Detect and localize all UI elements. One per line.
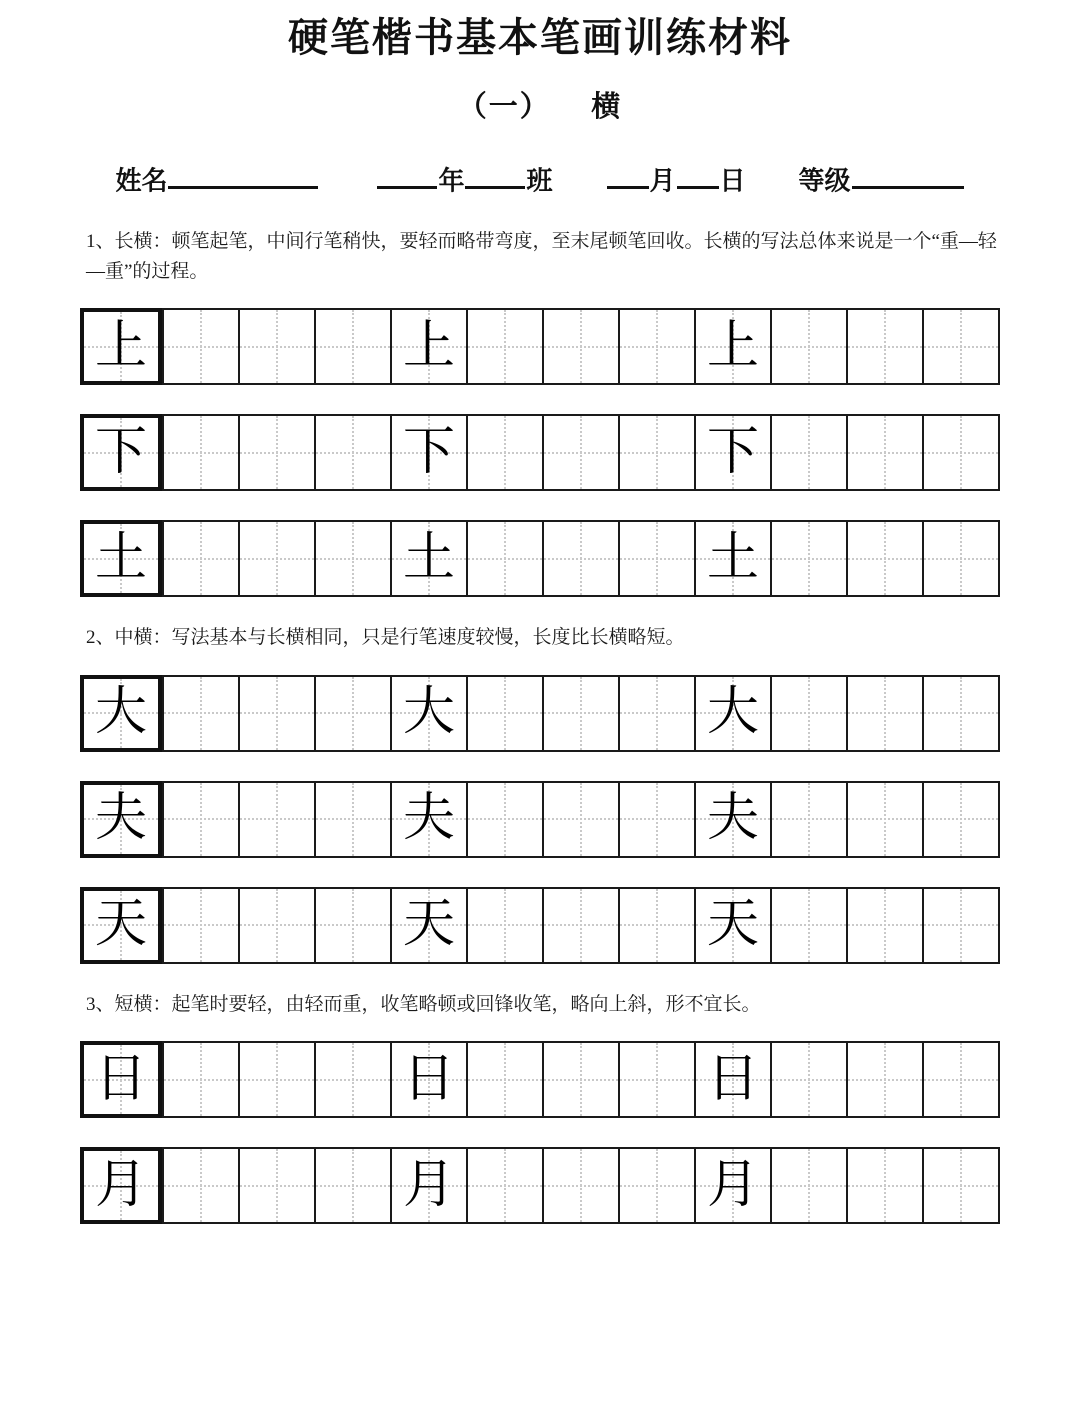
practice-cell[interactable] (922, 677, 998, 750)
grade-label: 等级 (798, 166, 851, 196)
practice-character: 天 (706, 896, 759, 954)
practice-character: 夫 (94, 790, 147, 848)
day-label: 日 (719, 166, 746, 196)
practice-cell[interactable] (390, 416, 466, 489)
practice-cell[interactable] (770, 416, 846, 489)
practice-character: 月 (94, 1156, 147, 1214)
practice-cell[interactable] (390, 783, 466, 856)
practice-cell[interactable] (542, 889, 618, 962)
practice-cell[interactable] (542, 1043, 618, 1116)
practice-cell[interactable] (922, 889, 998, 962)
practice-row (80, 520, 1000, 597)
practice-character: 下 (402, 423, 455, 481)
practice-cell[interactable] (466, 416, 542, 489)
practice-cell[interactable] (846, 522, 922, 595)
practice-cell[interactable] (162, 783, 238, 856)
practice-cell[interactable] (466, 1043, 542, 1116)
practice-cell[interactable] (618, 677, 694, 750)
practice-cell[interactable] (922, 783, 998, 856)
practice-row (80, 414, 1000, 491)
practice-cell[interactable] (846, 416, 922, 489)
practice-cell[interactable] (618, 783, 694, 856)
practice-character: 上 (402, 317, 455, 375)
practice-cell[interactable] (162, 1149, 238, 1222)
practice-cell[interactable] (390, 1149, 466, 1222)
practice-character: 日 (402, 1050, 455, 1108)
practice-cell[interactable] (694, 783, 770, 856)
section-2-instruction: 2、中横：写法基本与长横相同，只是行笔速度较慢，长度比长横略短。 (86, 627, 685, 649)
practice-cell[interactable] (618, 1043, 694, 1116)
practice-cell[interactable] (770, 677, 846, 750)
practice-cell[interactable] (238, 1043, 314, 1116)
year-class-field[interactable] (376, 159, 552, 197)
practice-cell[interactable] (314, 677, 390, 750)
section-3 (0, 964, 1080, 1224)
date-field[interactable] (606, 159, 746, 197)
practice-cell[interactable] (162, 889, 238, 962)
section-2 (0, 597, 1080, 963)
practice-cell[interactable] (618, 889, 694, 962)
practice-cell[interactable] (238, 416, 314, 489)
practice-cell[interactable] (314, 783, 390, 856)
practice-cell[interactable] (390, 310, 466, 383)
student-info-line (0, 125, 1080, 197)
practice-cell[interactable] (314, 1149, 390, 1222)
practice-cell[interactable] (770, 889, 846, 962)
practice-cell[interactable] (466, 310, 542, 383)
practice-cell[interactable] (162, 677, 238, 750)
practice-cell-lead[interactable] (80, 414, 162, 491)
practice-character: 大 (402, 684, 455, 742)
section-3-grid (0, 1019, 1080, 1224)
grade-field[interactable] (799, 159, 965, 197)
practice-cell[interactable] (466, 1149, 542, 1222)
practice-character: 夫 (706, 790, 759, 848)
practice-cell[interactable] (542, 783, 618, 856)
year-label: 年 (438, 166, 465, 196)
practice-cell[interactable] (238, 889, 314, 962)
practice-cell[interactable] (618, 522, 694, 595)
practice-cell[interactable] (314, 416, 390, 489)
practice-character: 上 (706, 317, 759, 375)
practice-cell[interactable] (390, 677, 466, 750)
practice-cell[interactable] (542, 416, 618, 489)
practice-row (80, 1041, 1000, 1118)
practice-cell[interactable] (694, 416, 770, 489)
practice-cell[interactable] (466, 677, 542, 750)
section-1 (0, 197, 1080, 597)
practice-character: 下 (706, 423, 759, 481)
class-label: 班 (526, 166, 553, 196)
practice-character: 下 (94, 423, 147, 481)
month-blank[interactable] (607, 159, 649, 189)
practice-cell[interactable] (314, 522, 390, 595)
practice-cell[interactable] (238, 310, 314, 383)
practice-cell[interactable] (238, 677, 314, 750)
practice-row (80, 887, 1000, 964)
subtitle-stroke-name: 横 (591, 91, 623, 123)
practice-cell-lead[interactable] (80, 308, 162, 385)
practice-character: 日 (94, 1050, 147, 1108)
practice-cell[interactable] (770, 1149, 846, 1222)
name-blank[interactable] (168, 159, 318, 189)
practice-cell[interactable] (162, 416, 238, 489)
practice-cell[interactable] (466, 889, 542, 962)
practice-cell-lead[interactable] (80, 1041, 162, 1118)
name-label: 姓名 (115, 166, 168, 196)
practice-row (80, 1147, 1000, 1224)
practice-cell[interactable] (846, 1043, 922, 1116)
practice-cell[interactable] (542, 522, 618, 595)
practice-cell[interactable] (694, 1043, 770, 1116)
practice-cell[interactable] (694, 522, 770, 595)
practice-cell[interactable] (694, 1149, 770, 1222)
practice-character: 土 (402, 529, 455, 587)
section-2-grid (0, 653, 1080, 964)
practice-cell[interactable] (846, 889, 922, 962)
practice-character: 上 (94, 317, 147, 375)
practice-cell[interactable] (390, 889, 466, 962)
day-blank[interactable] (677, 159, 719, 189)
practice-cell-lead[interactable] (80, 675, 162, 752)
practice-character: 天 (94, 896, 147, 954)
practice-cell[interactable] (770, 1043, 846, 1116)
practice-cell[interactable] (694, 677, 770, 750)
practice-character: 大 (94, 684, 147, 742)
practice-cell[interactable] (162, 522, 238, 595)
practice-character: 月 (402, 1156, 455, 1214)
year-blank[interactable] (377, 159, 437, 189)
practice-cell[interactable] (922, 310, 998, 383)
practice-cell-lead[interactable] (80, 887, 162, 964)
practice-cell[interactable] (238, 1149, 314, 1222)
practice-cell[interactable] (922, 522, 998, 595)
section-1-grid (0, 286, 1080, 597)
practice-cell[interactable] (542, 1149, 618, 1222)
section-1-instruction: 1、长横：顿笔起笔，中间行笔稍快，要轻而略带弯度，至末尾顿笔回收。长横的写法总体来说是一个“重—轻—重”的过程。 (86, 231, 997, 282)
practice-cell[interactable] (162, 1043, 238, 1116)
name-field[interactable] (115, 159, 319, 197)
grade-blank[interactable] (852, 159, 964, 189)
class-blank[interactable] (465, 159, 525, 189)
practice-cell[interactable] (922, 1149, 998, 1222)
practice-character: 天 (402, 896, 455, 954)
practice-row (80, 781, 1000, 858)
practice-cell[interactable] (770, 783, 846, 856)
practice-cell[interactable] (162, 310, 238, 383)
practice-cell[interactable] (770, 522, 846, 595)
practice-character: 土 (94, 529, 147, 587)
practice-cell[interactable] (846, 677, 922, 750)
practice-cell[interactable] (314, 310, 390, 383)
practice-character: 大 (706, 684, 759, 742)
practice-row (80, 308, 1000, 385)
practice-character: 夫 (402, 790, 455, 848)
practice-cell[interactable] (770, 310, 846, 383)
practice-cell-lead[interactable] (80, 520, 162, 597)
subtitle-index: （一） (457, 91, 551, 123)
practice-cell[interactable] (846, 1149, 922, 1222)
practice-cell[interactable] (314, 889, 390, 962)
practice-cell[interactable] (694, 889, 770, 962)
practice-character: 日 (706, 1050, 759, 1108)
practice-cell[interactable] (390, 1043, 466, 1116)
practice-cell[interactable] (542, 677, 618, 750)
page-title: 硬笔楷书基本笔画训练材料 (288, 15, 792, 60)
page-subtitle (0, 66, 1080, 125)
practice-cell[interactable] (542, 310, 618, 383)
practice-cell[interactable] (466, 522, 542, 595)
practice-cell[interactable] (618, 310, 694, 383)
section-3-instruction: 3、短横：起笔时要轻，由轻而重，收笔略顿或回锋收笔，略向上斜，形不宜长。 (86, 993, 761, 1015)
practice-cell[interactable] (846, 783, 922, 856)
practice-cell[interactable] (314, 1043, 390, 1116)
practice-cell[interactable] (390, 522, 466, 595)
practice-cell-lead[interactable] (80, 1147, 162, 1224)
practice-cell[interactable] (238, 783, 314, 856)
practice-row (80, 675, 1000, 752)
practice-cell[interactable] (694, 310, 770, 383)
practice-cell[interactable] (922, 1043, 998, 1116)
practice-cell-lead[interactable] (80, 781, 162, 858)
practice-character: 土 (706, 529, 759, 587)
month-label: 月 (649, 166, 676, 196)
practice-cell[interactable] (922, 416, 998, 489)
practice-cell[interactable] (618, 416, 694, 489)
practice-cell[interactable] (618, 1149, 694, 1222)
practice-character: 月 (706, 1156, 759, 1214)
practice-cell[interactable] (466, 783, 542, 856)
practice-cell[interactable] (846, 310, 922, 383)
practice-cell[interactable] (238, 522, 314, 595)
